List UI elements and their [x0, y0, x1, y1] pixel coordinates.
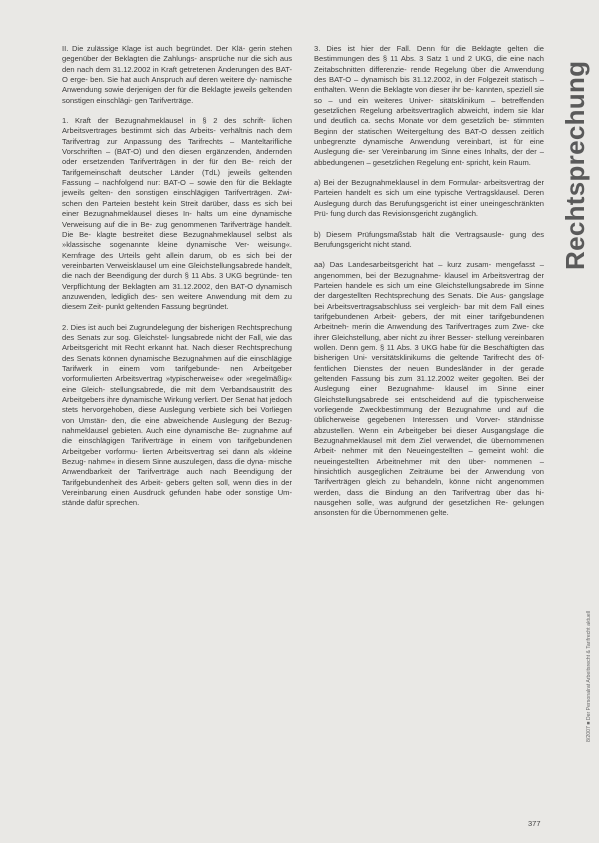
paragraph-aa: aa) Das Landesarbeitsgericht hat – kurz zusam- mengefasst – angenommen, bei der Bezugnahme- klausel im Arbeitsvertrag der Parteien handele es sich um eine Gleichstellungsabrede im Sinne der dargestellten Rechtsprechung des Senats. Die Aus- gangslage bei Arbeitsvertragsabschluss sei vergleich- bar mit dem Fall eines tarifgebundenen Arbeit- gebers, der mit einer tarifgebundenen Arbeitneh- merin die Anwendung des Tarifvertrages zum Zwe- cke ihrer Gleichstellung, aber nicht zu ihrer Besser- stellung vereinbaren wollen. Denn gem. § 11 Abs. 3 UKG habe für die Beschäftigten das bisherigen Uni- versitätsklinikums die geltende Tarifrecht des öf- fentlichen Dienstes der neuen Bundesländer in der gerade geltenden Fassung bis zum 31.12.2002 weiter gegolten. Bei der Auslegung einer Bezugnahme- klausel im Sinne einer Gleichstellungsabrede sei entscheidend auf die typischerweise vorliegende Zweckbestimmung der Bezugnahme und auf die üblicherweise gegebenen Interessen und Vorver- ständnisse abzustellen. Wenn ein Arbeitgeber bei dieser Ausgangslage die Bezugnahmeklausel mit dem Ziel verwendet, die übernommenen Arbeit- nehmer mit den Neueingestellten – gemeint wohl: die neueingestellten Arbeitnehmer mit den über- nommenen – hinsichtlich ausgeglichen Zeiträume bei der Anwendung von Tarifverträgen gleich zu behandeln, könne nicht angenommen werden, dass die Bindung an den Tarifvertrag über das hi- nausgehen solle, was aufgrund der gesetzlichen Re- gelungen ansonsten für die Übernommenen gelte. [314, 260, 544, 518]
section-title: Rechtsprechung [560, 60, 590, 270]
paragraph-b: b) Diesem Prüfungsmaßstab hält die Vertragsausle- gung des Berufungsgericht nicht stand. [314, 229, 544, 249]
paragraph-3: 3. Dies ist hier der Fall. Denn für die Beklagte gelten die Bestimmungen des § 11 Abs. 3 Satz 1 und 2 UKG, die eine nach Zeitabschnitten differenzie- rende Regelung über die Anwendung des BAT-O – dynamisch bis 31.12.2002, in der Folgezeit statisch – enthalten. Wenn die Beklagte von dieser ihr be- kannten, speziell sie so – und ein weiteres Univer- sitätsklinikum – betreffenden gesetzlichen Regelung arbeitsvertraglich abweicht, indem sie klar und deutlich ca. sechs Monate vor dem gesetzlich be- stimmten Beginn der statischen Weitergeltung des BAT-O dessen zeitlich unbegrenzte dynamische Anwendung vereinbart, ist für eine Auslegung die- ser Vereinbarung im Sinne eines Inhalts, der der – abbedungenen – gesetzlichen Regelung ent- spricht, kein Raum. [314, 44, 544, 167]
paragraph-a: a) Bei der Bezugnahmeklausel in dem Formular- arbeitsvertrag der Parteien handelt es sich um eine typische Vertragsklausel. Deren Auslegung durch das Berufungsgericht ist einer uneingeschränkten Prü- fung durch das Revisionsgericht zugänglich. [314, 178, 544, 219]
right-column [314, 44, 544, 519]
paragraph-2: 2. Dies ist auch bei Zugrundelegung der bisherigen Rechtsprechung des Senats zur sog. Gleichstel- lungsabrede nicht der Fall, wie das Arbeitsgericht mit Recht erkannt hat. Nach dieser Rechtsprechung des Senats können dynamische Bezugnahmen auf die einschlägige Tarifwerk in einem vom tarifgebunde- nen Arbeitgeber vorformulierten Arbeitsvertrag »typischerweise« oder »regelmäßig« eine Gleich- stellungsabrede, die mit dem Verbandsaustritt des Arbeitgebers ihre dynamische Wirkung verliert. Der Senat hat jedoch stets hervorgehoben, diese Auslegung verbiete sich bei Vorliegen von Umstän- den, die eine abweichende Auslegung der Bezug- nahmeklausel gebieten. Auch eine dynamische Be- zugnahme auf die einschlägigen Tarifverträge in einem von tarifgebundenen Arbeitgeber vorformu- lierten Arbeitsvertrag sei dann als »kleine Bezug- nahme« in diesem Sinne auszulegen, dass die dyna- mische Anwendbarkeit der Tarifverträge auch nach Beendigung der Tarifgebundenheit des Arbeit- gebers gelten soll, wenn dies in der Vereinbarung einen Ausdruck gefunden habe oder sonstige Um- stände dafür sprechen. [62, 322, 292, 508]
journal-side-note: 8/2007 ■ Der Personalrat Arbeitsrecht & Tarifrecht aktuell [586, 610, 592, 742]
paragraph-ii: II. Die zulässige Klage ist auch begründet. Der Klä- gerin stehen gegenüber der Beklagten die Zahlungs- ansprüche nur die sich aus den nach dem 31.12.2002 in Kraft getretenen Änderungen des BAT-O erge- ben. Sie hat auch Anspruch auf deren weitere dy- namische Anwendung sowie derjenigen der für die Beklagte jeweils geltenden sonstigen einschlägi- gen Tarifverträge. [62, 44, 292, 105]
left-column [62, 44, 292, 509]
page-number: 377 [528, 819, 541, 828]
paragraph-1: 1. Kraft der Bezugnahmeklausel in § 2 des schrift- lichen Arbeitsvertrages bestimmt sich das Arbeits- verhältnis nach dem Tarifvertrag zur Anpassung des Tarifrechts – Manteltarifliche Vorschriften – (BAT-O) und den diesen ergänzenden, ändernden oder ersetzenden Tarifverträgen in der für den Be- reich der Tarifgemeinschaft deutscher Länder (TdL) jeweils geltenden Fassung – nachfolgend nur: BAT-O – sowie den für die Beklagte jeweils gelten- den sonstigen einschlägigen Tarifverträgen. Zwi- schen den Parteien besteht kein Streit darüber, dass es sich bei einer Bezugnahmeklausel dieses In- halts um eine dynamische Verweisung auf die in Be- zug genommenen Tarifverträge handelt. Die Be- klagte bestreitet diese Bezugnahmeklausel selbst als »klassische sogenannte kleine dynamische Ver- weisung«. Kernfrage des Urteils geht allein darum, ob es sich bei der vereinbarten Verweisklausel um eine Gleichstellungsabrede handelt, die nach der Beendigung der durch § 11 Abs. 3 UKG begründe- ten Verpflichtung der Beklagten am 31.12.2002, den BAT-O dynamisch anzuwenden, lediglich des- sen weitere Anwendung mit dem zu diesem Zeit- punkt geltenden Fassung begründet. [62, 116, 292, 312]
